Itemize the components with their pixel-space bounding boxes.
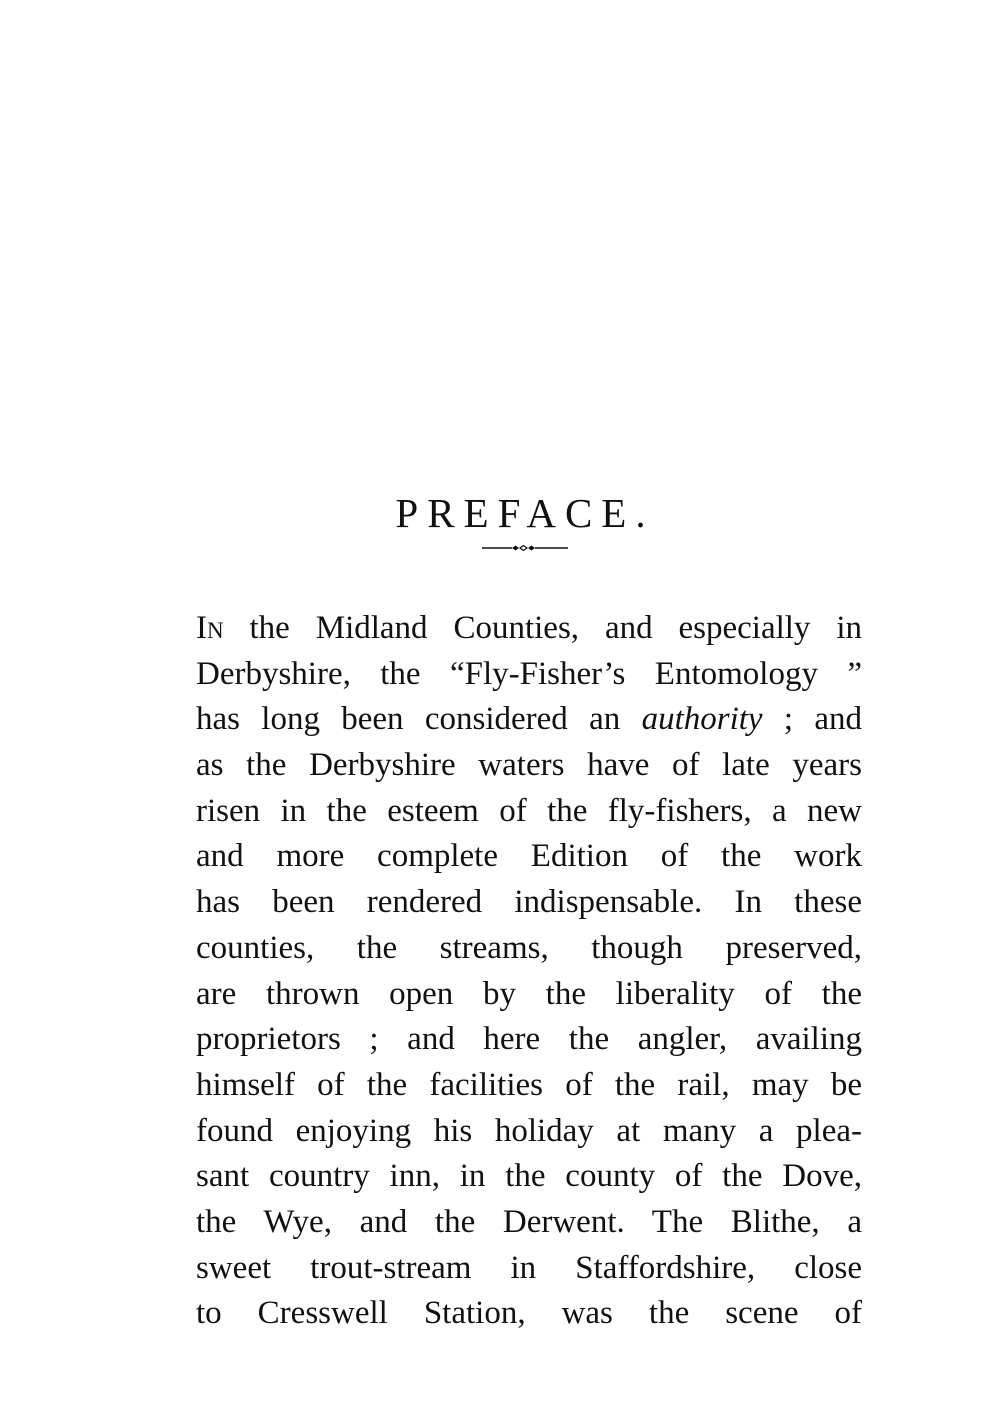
text-line-11: himself of the facilities of the rail, may be [196, 1066, 862, 1103]
text-line-7: has been rendered indispensable. In these [196, 884, 862, 921]
text-line-2: Derbyshire, the “Fly-Fisher’s Entomology ” [196, 655, 862, 692]
page-title: PREFACE. [395, 490, 655, 537]
text-line-16: to Cresswell Station, was the scene of [196, 1295, 862, 1332]
preface-body [196, 606, 862, 1337]
text-line-6: and more complete Edition of the work [196, 838, 862, 875]
text-line-13: sant country inn, in the county of the Dove, [196, 1158, 862, 1195]
initial-word: In [196, 610, 224, 646]
text-line-10: proprietors ; and here the angler, availing [196, 1021, 862, 1058]
text-line-4: as the Derbyshire waters have of late years [196, 747, 862, 784]
text-line-15: sweet trout-stream in Staffordshire, close [196, 1249, 862, 1286]
text-line-9: are thrown open by the liberality of the [196, 975, 862, 1012]
ornament-divider [482, 545, 568, 551]
text-line-14: the Wye, and the Derwent. The Blithe, a [196, 1203, 862, 1240]
text-line-12: found enjoying his holiday at many a plea- [196, 1112, 862, 1149]
text-line-5: risen in the esteem of the fly-fishers, a new [196, 792, 862, 829]
text-line-3: has long been considered an authority ; and [196, 701, 862, 738]
text-line-1: In the Midland Counties, and especially in [196, 610, 862, 646]
text-line-8: counties, the streams, though preserved, [196, 929, 862, 966]
emphasis-authority: authority [641, 701, 763, 738]
